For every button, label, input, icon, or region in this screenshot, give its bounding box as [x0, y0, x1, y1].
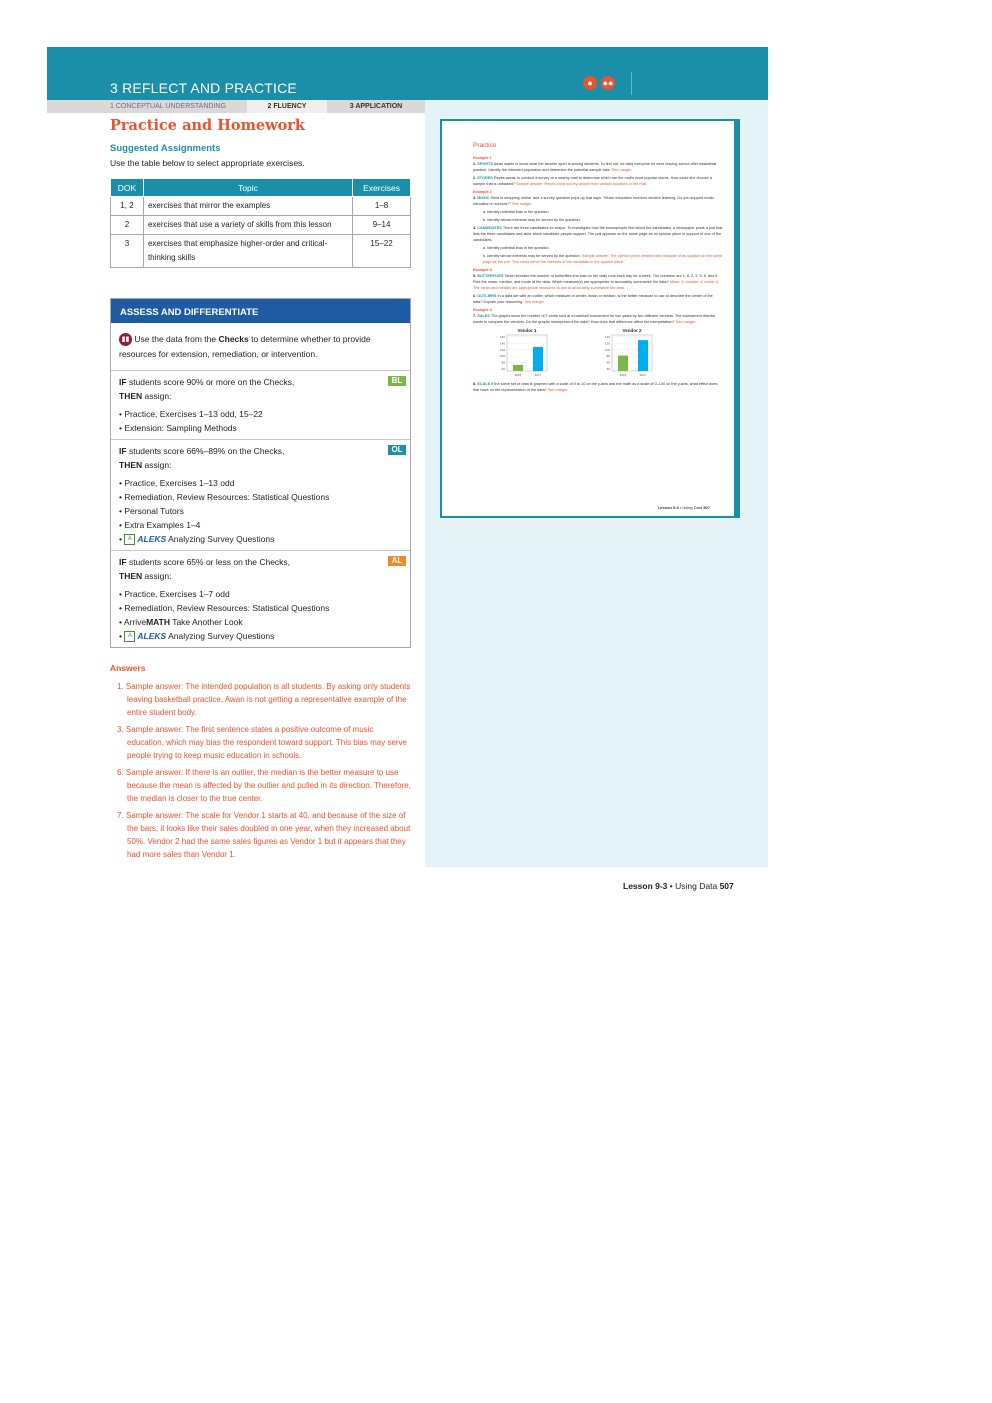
- page-title: Practice and Homework: [110, 117, 305, 134]
- y-tick-label: 120: [499, 347, 505, 352]
- aleks-item: [119, 532, 402, 546]
- x-tick-label: 2017: [639, 373, 647, 377]
- y-tick-label: 140: [499, 341, 505, 346]
- bullet-item: • Personal Tutors: [119, 506, 184, 516]
- aleks-logo-icon: A: [124, 534, 135, 545]
- thumb-question: 1. SPORTS Awan wants to know what the favorite sport is among students. To find out, he asks everyone he sees leaving school after basketball practice. Identify the intended population and determine the potential sample bias. See margin.: [473, 162, 717, 172]
- cell-dok: 2: [111, 216, 144, 235]
- cell-dok: 3: [111, 235, 144, 268]
- bullet-item: • Practice, Exercises 1–13 odd: [119, 478, 235, 488]
- assess-differentiate-box: [110, 298, 411, 648]
- suggested-assignments-heading: Suggested Assignments: [110, 143, 221, 154]
- section-banner: [47, 47, 768, 100]
- chart-title: Vendor 1: [517, 328, 537, 333]
- aleks-logo: ALEKS: [137, 534, 167, 544]
- chart-title: Vendor 2: [622, 328, 642, 333]
- x-tick-label: 2017: [534, 373, 542, 377]
- if-word: IF: [119, 446, 127, 456]
- intro-text-end: to determine whether to provide resources for extension, remediation, or intervention.: [119, 334, 371, 359]
- thumb-question: 5. BUTTERFLIES Tania recorded the number of butterflies she saw on her daily runs each day for a week. The numbers are 1, 8, 2, 2, 5, 6, and 4. Find the mean, median, and mode of the data. Which measure(s) are appropriate to accurately summarize the data? Mean: 4, median: 4, mode: 2; The mean and median are appropriate measures to use to accurately summarize the data.: [473, 274, 720, 290]
- thumbnail-content: [473, 143, 723, 395]
- bullet-item: • Practice, Exercises 1–13 odd, 15–22: [119, 409, 263, 419]
- thumb-question: 4. CANDIDATES There are three candidates for mayor. To investigate how the townspeople feel about the candidates, a newspaper posts a poll that lists the three candidates and asks which candidate people support. The poll appears on the same page as an opinion piece in support of one of the candidates.: [473, 226, 723, 242]
- thumb-question: 6. OUTLIERS In a data set with an outlier, which measure of center, mean or median, is the better measure to use to describe the center of the data? Explain your reasoning. See margin.: [473, 294, 713, 304]
- tier-al: [111, 551, 410, 647]
- footer-topic: Using Data: [675, 881, 718, 891]
- answers-list: [117, 680, 412, 865]
- tier-bl: [111, 371, 410, 440]
- answers-heading: Answers: [110, 663, 146, 673]
- tier-condition: students score 90% or more on the Checks,: [128, 377, 295, 387]
- banner-icons: [583, 76, 615, 90]
- aleks-topic: Analyzing Survey Questions: [168, 534, 275, 544]
- answer-item: 3. Sample answer: The first sentence states a positive outcome of music education, which may bias the respondent toward support. This bias may serve people trying to keep music education in schools.: [117, 725, 407, 760]
- bullet-item: • Remediation, Review Resources: Statistical Questions: [119, 492, 330, 502]
- table-header-row: [111, 179, 411, 197]
- tier-assign: assign:: [144, 460, 172, 470]
- student-page-thumbnail: [440, 119, 740, 518]
- bullet-item: • Remediation, Review Resources: Statistical Questions: [119, 603, 330, 613]
- group-icon: ●●: [602, 78, 614, 88]
- thumb-subquestion: a. Identify potential bias in the question.: [483, 246, 550, 250]
- thumb-subquestion: b. Identify whose interests may be served by the question. Sample answer: The opinion piece creates bias because of its location on the same page as the poll. This could serve the interests of the candidate in the opinion piece.: [483, 254, 723, 264]
- banner-divider: [631, 72, 632, 95]
- bullet-item: • Practice, Exercises 1–7 odd: [119, 589, 230, 599]
- cell-exercises: 1–8: [353, 197, 411, 216]
- then-word: THEN: [119, 460, 143, 470]
- thumb-subquestion: a. Identify potential bias in the question.: [483, 210, 550, 214]
- y-tick-label: 80: [606, 354, 610, 359]
- tier-condition: students score 65% or less on the Checks,: [128, 557, 291, 567]
- y-tick-label: 80: [501, 360, 505, 365]
- arrive-prefix: • Arrive: [119, 617, 147, 627]
- thumb-question: 3. MUSIC Shea is shopping online, and a survey question pops up that says: "Music education enriches student learning. Do you support music education in schools?" See margin.: [473, 196, 715, 206]
- intro-text: Use the data from the: [134, 334, 219, 344]
- checks-chart-icon: ▮▮: [119, 333, 132, 346]
- y-tick-label: 160: [499, 335, 505, 339]
- section-title: 3 REFLECT AND PRACTICE: [110, 80, 297, 96]
- header-dok: DOK: [111, 179, 144, 197]
- thumb-example-label: Example 2: [473, 190, 492, 194]
- table-row: [111, 235, 411, 268]
- header-topic: Topic: [143, 179, 352, 197]
- thumb-title: Practice: [473, 142, 497, 149]
- cell-dok: 1, 2: [111, 197, 144, 216]
- y-tick-label: 40: [606, 367, 610, 371]
- tier-assign: assign:: [144, 571, 172, 581]
- footer-sep: •: [669, 881, 673, 891]
- y-tick-label: 120: [604, 341, 610, 346]
- bar-2017: [638, 340, 648, 371]
- bullet-item: • Extra Examples 1–4: [119, 520, 201, 530]
- arrive-math-word: MATH: [146, 617, 170, 627]
- level-tabs: [47, 100, 425, 113]
- footer-lesson: Lesson 9-3: [623, 881, 668, 891]
- aleks-logo: ALEKS: [137, 631, 167, 641]
- thumb-subquestion: b. Identify whose interests may be served by the question.: [483, 218, 581, 222]
- cell-topic: exercises that mirror the examples: [143, 197, 352, 216]
- thumb-question: 8. SCALE If the same set of data is graphed with a scale of 0 to 10 on the y-axis and the math as a scale of 0–100 on the y-axis, what effect does that have on the representation of the data? See margin.: [473, 382, 718, 392]
- bar-2016: [513, 365, 523, 371]
- arrive-suffix: Take Another Look: [170, 617, 243, 627]
- vendor-charts: [473, 327, 723, 379]
- tab-conceptual-understanding: 1 CONCEPTUAL UNDERSTANDING: [47, 100, 247, 113]
- badge-ol: OL: [388, 445, 406, 455]
- page-footer: [623, 881, 734, 891]
- arrive-math-item: [119, 615, 402, 629]
- y-tick-label: 60: [501, 367, 505, 371]
- intro-checks-word: Checks: [218, 334, 249, 344]
- thumb-example-label: Example 4: [473, 308, 492, 312]
- thumb-example-label: Example 3: [473, 268, 492, 272]
- if-word: IF: [119, 557, 127, 567]
- header-exercises: Exercises: [353, 179, 411, 197]
- thumb-example-label: Example 1: [473, 156, 492, 160]
- aleks-item: [119, 629, 402, 643]
- tier-condition: students score 66%–89% on the Checks,: [128, 446, 285, 456]
- bullet-mark: •: [119, 631, 122, 641]
- thumb-question: 7. SALES The graphs show the number of T-shirts sold at a baseball tournament for two years by two different vendors. The tournament director wants to compare the vendors. Do the graphs misrepresent the data? How does that difference affect the interpretation? See margin.: [473, 314, 716, 324]
- tier-assign: assign:: [144, 391, 172, 401]
- badge-bl: BL: [388, 376, 406, 386]
- x-tick-label: 2016: [514, 373, 522, 377]
- cell-topic: exercises that use a variety of skills from this lesson: [143, 216, 352, 235]
- answer-item: 7. Sample answer: The scale for Vendor 1 starts at 40, and because of the size of the bars, it looks like their sales doubled in one year, when they increased about 50%. Vendor 2 had the same sales figures as Vendor 1 but it appears that they had more sales than Vendor 1.: [117, 811, 411, 859]
- then-word: THEN: [119, 391, 143, 401]
- x-tick-label: 2016: [619, 373, 627, 377]
- assess-heading: ASSESS AND DIFFERENTIATE: [111, 299, 410, 323]
- dok-table: [110, 178, 411, 268]
- thumb-question: 2. STORES Reyes wants to conduct a survey at a nearby mall to determine which are the mall's most popular stores. How could she choose a sample that is unbiased? Sample answer: Reyes could survey people from various locations in the mall.: [473, 176, 712, 186]
- aleks-topic: Analyzing Survey Questions: [168, 631, 275, 641]
- tab-fluency: 2 FLUENCY: [247, 100, 327, 113]
- bar-2016: [618, 356, 628, 371]
- bullet-mark: •: [119, 534, 122, 544]
- assess-intro: [111, 323, 410, 371]
- answer-item: 6. Sample answer: If there is an outlier, the median is the better measure to use because the mean is affected by the outlier and pulled in its direction. Therefore, the median is closer to the true center.: [117, 768, 411, 803]
- answer-item: 1. Sample answer: The intended population is all students. By asking only students leaving basketball practice, Awan is not getting a representative example of the entire student body.: [117, 682, 411, 717]
- tier-ol: [111, 440, 410, 551]
- y-tick-label: 100: [499, 354, 505, 359]
- then-word: THEN: [119, 571, 143, 581]
- cell-topic: exercises that emphasize higher-order and critical-thinking skills: [143, 235, 352, 268]
- cell-exercises: 9–14: [353, 216, 411, 235]
- thumb-footer: Lesson 9-3 • Using Data 507: [657, 505, 710, 510]
- table-row: [111, 197, 411, 216]
- y-tick-label: 60: [606, 360, 610, 365]
- y-tick-label: 140: [604, 335, 610, 339]
- suggested-assignments-desc: Use the table below to select appropriate exercises.: [110, 158, 305, 168]
- badge-al: AL: [388, 556, 406, 566]
- cell-exercises: 15–22: [353, 235, 411, 268]
- aleks-logo-icon: A: [124, 631, 135, 642]
- if-word: IF: [119, 377, 127, 387]
- bar-2017: [533, 347, 543, 371]
- bullet-item: • Extension: Sampling Methods: [119, 423, 237, 433]
- footer-page-number: 507: [719, 881, 734, 891]
- y-tick-label: 100: [604, 347, 610, 352]
- person-icon: ●: [583, 76, 597, 90]
- tab-application: 3 APPLICATION: [327, 100, 425, 113]
- table-row: [111, 216, 411, 235]
